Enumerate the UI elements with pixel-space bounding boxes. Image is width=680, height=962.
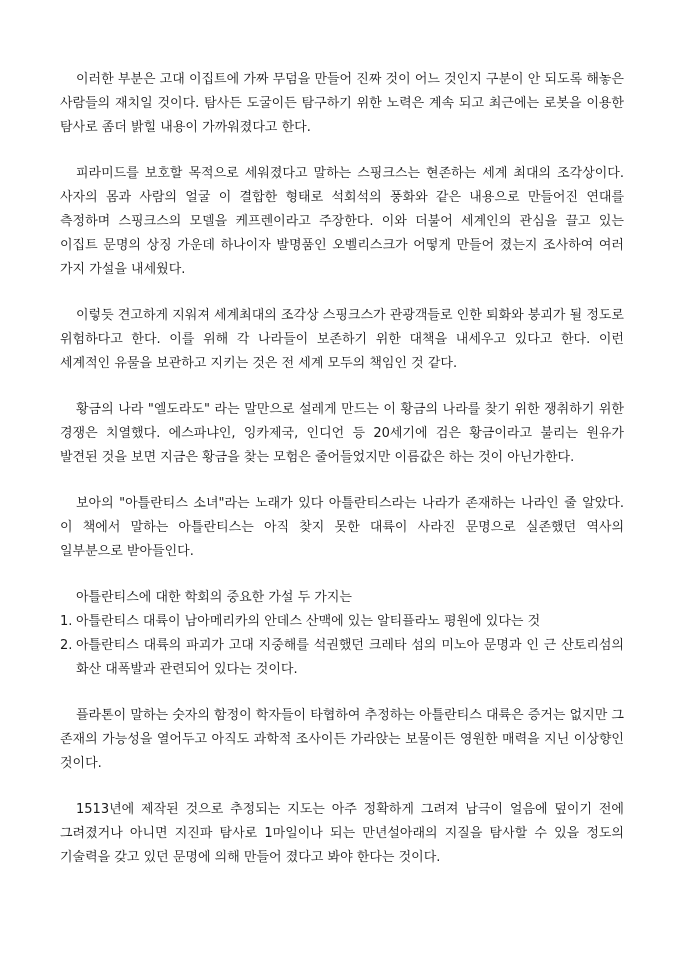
paragraph-sphinx: 피라미드를 보호할 목적으로 세워졌다고 말하는 스핑크스는 현존하는 세계 최대의 조각상이다. 사자의 몸과 사람의 얼굴 이 결합한 형태로 석회석의 풍화와 같은 내용으로 만들어진 연대를 측정하며 스핑크스의 모델을 케프렌이라고 주장한다. 이와 더불어 세계인의 관심을 끌고 있는 이집트 문명의 상징 가운데 하나이자 발명품인 오벨리스크가 어떻게 만들어 졌는지 조사하여 여러 가지 가설을 내세웠다. <box>60 166 624 277</box>
document-page <box>60 68 624 892</box>
paragraph-atlantis-song: 보아의 "아틀란티스 소녀"라는 노래가 있다 아틀란티스라는 나라가 존재하는 나라인 줄 알았다. 이 책에서 말하는 아틀란티스는 아직 찾지 못한 대륙이 사라진 문명으로 실존했던 역사의 일부분으로 받아들인다. <box>60 496 624 559</box>
paragraph-plato: 플라톤이 말하는 숫자의 함정이 학자들이 타협하여 추정하는 아틀란티스 대륙은 증거는 없지만 그 존재의 가능성을 열어두고 아직도 과학적 조사이든 가라앉는 보물이든 영원한 매력을 지닌 이상향인 것이다. <box>60 708 624 771</box>
hypothesis-intro: 아틀란티스에 대한 학회의 중요한 가설 두 가지는 <box>76 590 352 605</box>
list-item-text: 아틀란티스 대륙의 파괴가 고대 지중해를 석권했던 크레타 섬의 미노아 문명과 인 근 산토리섬의 화산 대폭발과 관련되어 있다는 것이다. <box>76 638 624 677</box>
list-item-text: 아틀란티스 대륙이 남아메리카의 안데스 산맥에 있는 알티플라노 평원에 있다는 것 <box>76 614 541 629</box>
paragraph-preservation: 이렇듯 견고하게 지워져 세계최대의 조각상 스핑크스가 관광객들로 인한 퇴화와 붕괴가 될 정도로 위험하다고 한다. 이를 위해 각 나라들이 보존하기 위한 대책을 내세우고 있다고 한다. 이런 세계적인 유물을 보관하고 지키는 것은 전 세계 모두의 책임인 것 같다. <box>60 308 624 371</box>
paragraph-map-1513: 1513년에 제작된 것으로 추정되는 지도는 아주 정확하게 그려져 남극이 얼음에 덮이기 전에 그려졌거나 아니면 지진파 탐사로 1마일이나 되는 만년설아래의 지질을 탐사할 수 있을 정도의 기술력을 갖고 있던 문명에 의해 만들어 졌다고 봐야 한다는 것이다. <box>60 802 624 865</box>
hypothesis-list <box>60 610 624 682</box>
paragraph-tomb: 이러한 부분은 고대 이집트에 가짜 무덤을 만들어 진짜 것이 어느 것인지 구분이 안 되도록 해놓은 사람들의 재치일 것이다. 탐사든 도굴이든 탐구하기 위한 노력은 계속 되고 최근에는 로봇을 이용한 탐사로 좀더 밝힐 내용이 가까워졌다고 한다. <box>60 72 624 135</box>
list-item-number: 2. <box>60 638 73 653</box>
paragraph-eldorado: 황금의 나라 "엘도라도" 라는 말만으로 설레게 만드는 이 황금의 나라를 찾기 위한 쟁취하기 위한 경쟁은 치열했다. 에스파냐인, 잉카제국, 인디언 등 20세기에 검은 황금이라고 불리는 원유가 발견된 것을 보면 지금은 황금을 찾는 모험은 줄어들었지만 이름값은 하는 것이 아닌가한다. <box>60 402 624 465</box>
list-item <box>60 634 624 682</box>
hypothesis-section <box>60 586 624 682</box>
list-item <box>60 610 624 634</box>
list-item-number: 1. <box>60 614 73 629</box>
